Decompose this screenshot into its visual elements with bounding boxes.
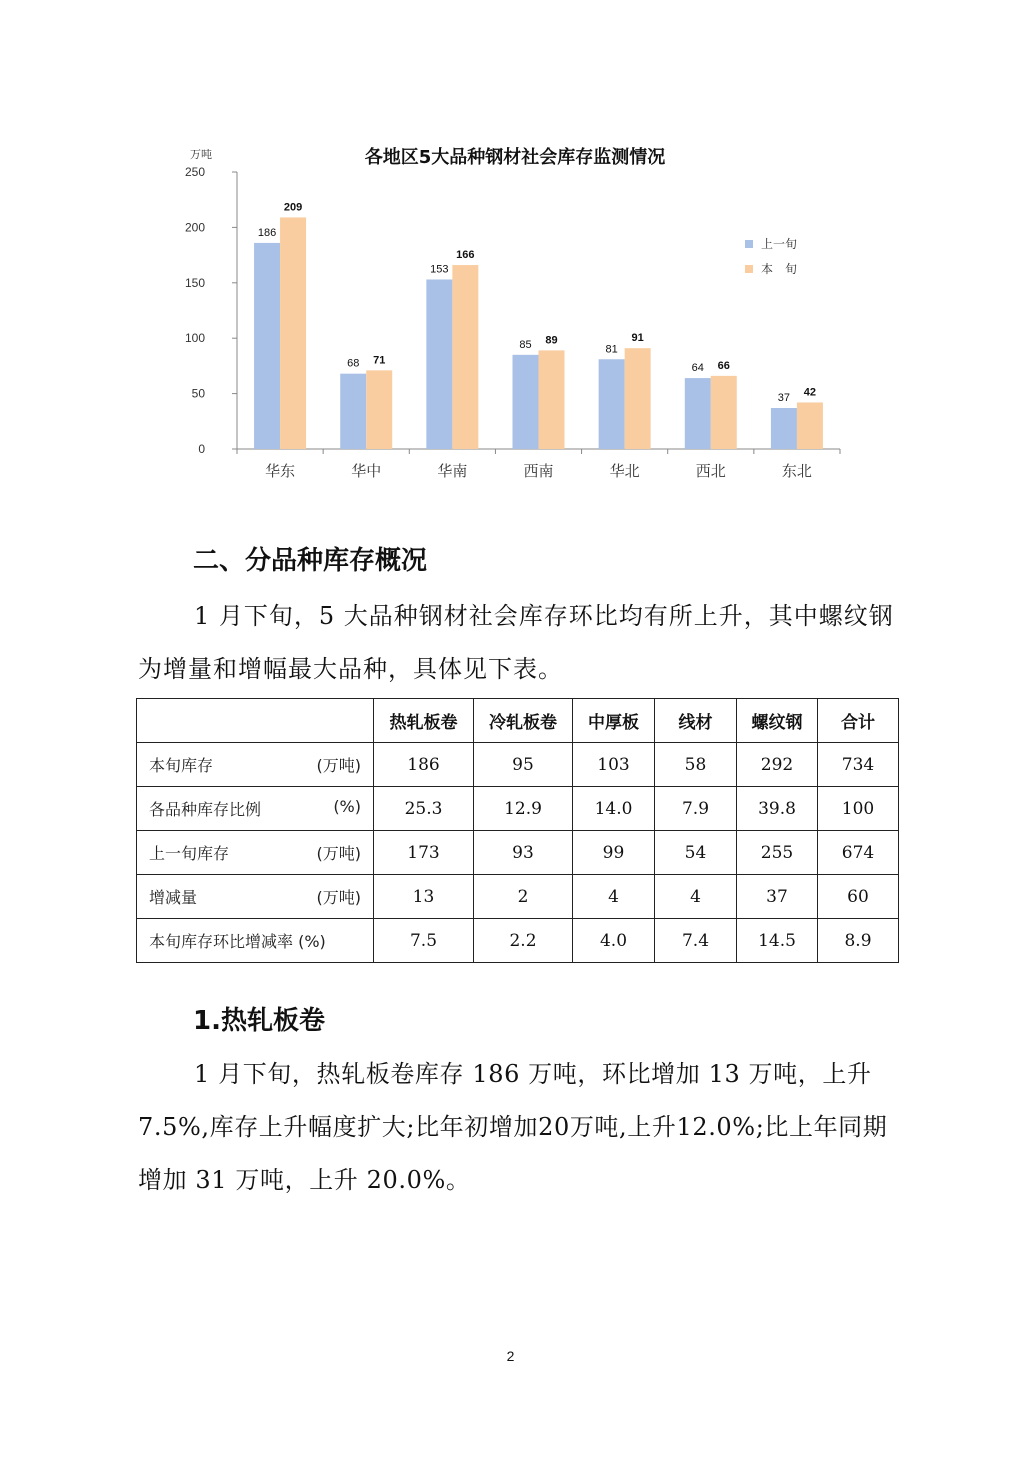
chart-title: 各地区5大品种钢材社会库存监测情况 — [364, 147, 666, 168]
y-tick-label: 250 — [184, 165, 205, 179]
section-heading: 二、分品种库存概况 — [193, 546, 428, 576]
table-cell: 4 — [573, 875, 655, 919]
table-header-cell: 中厚板 — [573, 699, 655, 743]
row-label: 本旬库存 — [149, 756, 214, 775]
table-cell: 54 — [655, 831, 737, 875]
table-cell: 173 — [374, 831, 474, 875]
bar-current — [366, 370, 392, 449]
y-axis — [185, 165, 237, 456]
row-label: 各品种库存比例 — [149, 800, 262, 819]
bar-current — [280, 217, 306, 449]
row-label: 本旬库存环比增减率 (%) — [149, 932, 326, 951]
table-header-cell: 线材 — [655, 699, 737, 743]
data-label: 71 — [373, 354, 386, 367]
x-tick-label: 华中 — [351, 462, 382, 480]
bar-chart — [170, 130, 850, 490]
data-label: 166 — [456, 249, 475, 262]
table-header-row — [137, 699, 899, 743]
data-label: 209 — [283, 201, 303, 214]
table-header-cell: 螺纹钢 — [737, 699, 818, 743]
x-tick-label: 华南 — [437, 462, 468, 480]
table-cell: 674 — [818, 831, 899, 875]
data-label: 68 — [347, 357, 360, 370]
table-row — [137, 875, 899, 919]
data-label: 37 — [777, 392, 791, 405]
table-cell: 14.5 — [737, 919, 818, 963]
row-label-cell — [137, 831, 374, 875]
bar-current — [452, 265, 478, 449]
inventory-table — [136, 698, 899, 963]
row-unit: (万吨) — [316, 888, 361, 907]
bar-previous — [426, 279, 452, 449]
bar-previous — [771, 408, 797, 449]
table-cell: 2.2 — [474, 919, 573, 963]
table-cell: 14.0 — [573, 787, 655, 831]
row-label-cell — [137, 743, 374, 787]
row-unit: (万吨) — [316, 756, 361, 775]
bar-previous — [599, 359, 625, 449]
table-cell: 37 — [737, 875, 818, 919]
table-cell: 734 — [818, 743, 899, 787]
chart-legend — [745, 236, 797, 276]
row-label: 上一旬库存 — [149, 844, 230, 863]
subheading: 1.热轧板卷 — [193, 1006, 325, 1036]
bar-previous — [254, 243, 280, 449]
row-label: 增减量 — [149, 888, 198, 907]
data-label: 66 — [717, 359, 730, 372]
bar-current — [625, 348, 651, 449]
table-cell: 4 — [655, 875, 737, 919]
table-header-cell — [137, 699, 374, 743]
x-tick-label: 华东 — [265, 462, 296, 480]
y-tick-label: 150 — [184, 275, 205, 290]
row-label-cell — [137, 875, 374, 919]
table-row — [137, 919, 899, 963]
table-cell: 8.9 — [818, 919, 899, 963]
table-cell: 39.8 — [737, 787, 818, 831]
paragraph-2-text: 1 月下旬，热轧板卷库存 186 万吨，环比增加 13 万吨，上升7.5%,库存上升幅度扩大;比年初增加20万吨,上升12.0%;比上年同期增加 31 万吨，上升 20.0%。 — [138, 1060, 888, 1194]
table-cell: 100 — [818, 787, 899, 831]
y-tick-label: 50 — [191, 386, 205, 401]
table-header-cell: 冷轧板卷 — [474, 699, 573, 743]
y-tick-label: 200 — [184, 220, 205, 235]
data-label: 89 — [545, 334, 558, 347]
x-tick-label: 华北 — [609, 462, 640, 480]
table-cell: 13 — [374, 875, 474, 919]
bar-current — [539, 350, 565, 449]
table-cell: 7.9 — [655, 787, 737, 831]
row-label-cell — [137, 787, 374, 831]
x-axis — [237, 449, 840, 480]
row-unit: (万吨) — [316, 844, 361, 863]
table-cell: 25.3 — [374, 787, 474, 831]
table-header-cell: 合计 — [818, 699, 899, 743]
table-cell: 12.9 — [474, 787, 573, 831]
legend-swatch — [745, 240, 753, 248]
table-cell: 186 — [374, 743, 474, 787]
table-cell: 7.5 — [374, 919, 474, 963]
table-cell: 255 — [737, 831, 818, 875]
bar-current — [797, 402, 823, 449]
bar-previous — [685, 378, 711, 449]
x-tick-label: 东北 — [781, 462, 812, 480]
paragraph-2 — [138, 1048, 898, 1207]
table-cell: 58 — [655, 743, 737, 787]
row-label-cell — [137, 919, 374, 963]
table-cell: 95 — [474, 743, 573, 787]
table-cell: 4.0 — [573, 919, 655, 963]
paragraph-1-text: 1 月下旬，5 大品种钢材社会库存环比均有所上升，其中螺纹钢为增量和增幅最大品种，具体见下表。 — [138, 602, 894, 683]
data-label: 186 — [257, 226, 277, 239]
table-cell: 60 — [818, 875, 899, 919]
bar-current — [711, 376, 737, 449]
bar-previous — [340, 374, 366, 449]
bars — [254, 201, 823, 449]
data-label: 91 — [631, 332, 644, 345]
table-cell: 7.4 — [655, 919, 737, 963]
data-label: 64 — [691, 362, 704, 375]
legend-swatch — [745, 265, 753, 273]
y-tick-label: 0 — [198, 442, 205, 456]
paragraph-1 — [138, 590, 898, 696]
page-number: 2 — [506, 1348, 515, 1364]
y-tick-label: 100 — [184, 331, 205, 346]
bar-previous — [513, 355, 539, 449]
table-row — [137, 787, 899, 831]
table-cell: 99 — [573, 831, 655, 875]
data-label: 85 — [519, 338, 532, 351]
data-label: 81 — [605, 343, 618, 356]
x-tick-label: 西南 — [523, 462, 554, 480]
x-tick-label: 西北 — [695, 462, 726, 480]
row-unit: (%) — [333, 797, 361, 816]
table-header-cell: 热轧板卷 — [374, 699, 474, 743]
table-cell: 2 — [474, 875, 573, 919]
table-cell: 103 — [573, 743, 655, 787]
data-label: 42 — [803, 386, 817, 399]
legend-label: 本 旬 — [761, 262, 798, 276]
table-cell: 292 — [737, 743, 818, 787]
table-row — [137, 831, 899, 875]
table-row — [137, 743, 899, 787]
table-cell: 93 — [474, 831, 573, 875]
legend-label: 上一旬 — [761, 237, 798, 251]
data-label: 153 — [430, 263, 449, 276]
chart-unit-label: 万吨 — [190, 148, 212, 161]
